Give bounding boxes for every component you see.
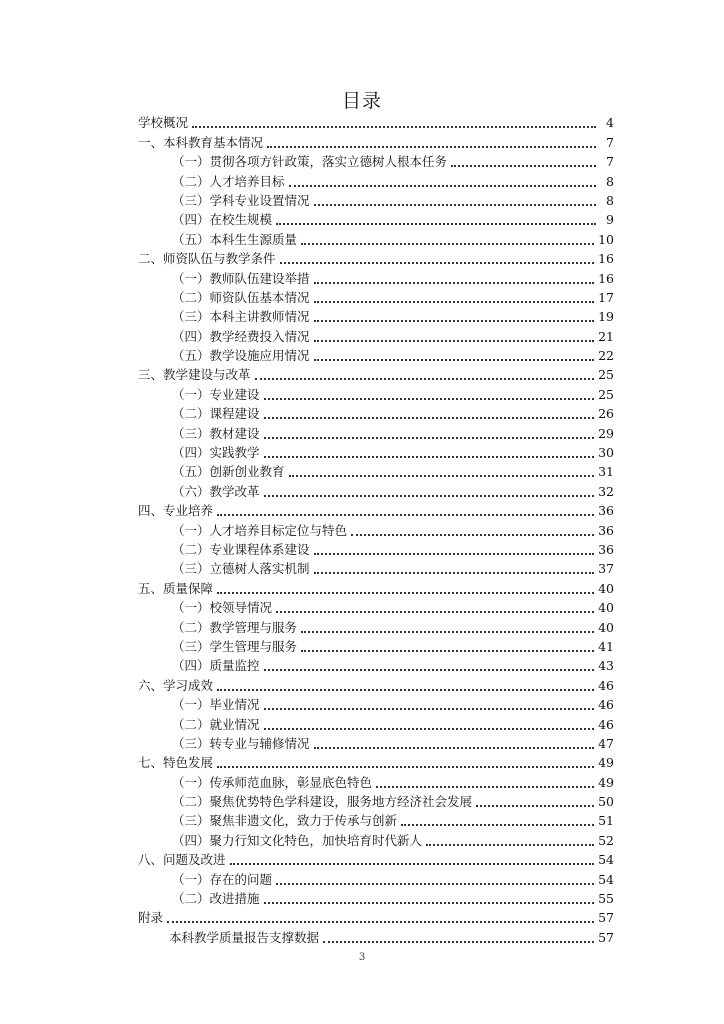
toc-entry-label: （四）教学经费投入情况 — [172, 328, 310, 344]
toc-entry-page-number: 57 — [598, 929, 614, 945]
toc-entry-label: （四）聚力行知文化特色，加快培育时代新人 — [172, 832, 423, 848]
toc-entry[interactable] — [138, 209, 614, 228]
dot-leader — [376, 776, 594, 788]
dot-leader — [167, 911, 594, 923]
toc-entry-page-number: 30 — [598, 445, 614, 461]
dot-leader — [192, 116, 596, 128]
toc-entry-label: （四）在校生规模 — [172, 212, 273, 228]
dot-leader — [280, 252, 595, 264]
toc-entry-page-number: 16 — [598, 270, 614, 286]
toc-entry-page-number: 10 — [598, 231, 614, 247]
toc-entry[interactable] — [138, 597, 614, 616]
toc-entry[interactable] — [138, 422, 614, 441]
toc-entry[interactable] — [138, 577, 614, 596]
dot-leader — [255, 368, 595, 380]
toc-entry[interactable] — [138, 442, 614, 461]
page-number: 3 — [358, 952, 366, 963]
toc-entry-label: （一）教师队伍建设举措 — [172, 270, 310, 286]
dot-leader — [426, 834, 594, 846]
toc-entry-page-number: 21 — [598, 328, 614, 344]
toc-entry-label: （四）质量监控 — [172, 658, 260, 674]
dot-leader — [314, 194, 596, 206]
toc-entry-label: （一）毕业情况 — [172, 697, 260, 713]
toc-entry-label: （五）教学设施应用情况 — [172, 348, 310, 364]
toc-entry-page-number: 49 — [598, 755, 614, 771]
dot-leader — [264, 446, 595, 458]
dot-leader — [276, 601, 594, 613]
toc-entry[interactable] — [138, 926, 614, 945]
dot-leader — [276, 873, 594, 885]
toc-entry[interactable] — [138, 733, 614, 752]
toc-entry[interactable] — [138, 810, 614, 829]
toc-entry-page-number: 32 — [598, 483, 614, 499]
toc-entry[interactable] — [138, 752, 614, 771]
toc-entry[interactable] — [138, 829, 614, 848]
toc-entry[interactable] — [138, 461, 614, 480]
dot-leader — [230, 853, 595, 865]
toc-entry[interactable] — [138, 345, 614, 364]
toc-entry-label: 八、问题及改进 — [138, 852, 226, 868]
toc-entry-label: （五）本科生生源质量 — [172, 231, 298, 247]
toc-entry-label: （一）校领导情况 — [172, 600, 273, 616]
toc-entry[interactable] — [138, 907, 614, 926]
toc-entry-page-number: 49 — [598, 774, 614, 790]
toc-entry-label: （二）人才培养目标 — [172, 173, 285, 189]
toc-entry-page-number: 51 — [598, 813, 614, 829]
dot-leader — [264, 718, 595, 730]
toc-entry[interactable] — [138, 480, 614, 499]
dot-leader — [314, 330, 595, 342]
toc-entry-label: （三）立德树人落实机制 — [172, 561, 310, 577]
dot-leader — [323, 931, 594, 943]
toc-entry-label: （三）学科专业设置情况 — [172, 192, 310, 208]
toc-entry[interactable] — [138, 151, 614, 170]
toc-entry[interactable] — [138, 888, 614, 907]
toc-entry-label: （二）师资队伍基本情况 — [172, 289, 310, 305]
dot-leader — [301, 640, 594, 652]
toc-entry-label: （三）本科主讲教师情况 — [172, 309, 310, 325]
toc-entry[interactable] — [138, 849, 614, 868]
toc-entry-page-number: 36 — [598, 503, 614, 519]
dot-leader — [264, 892, 595, 904]
toc-entry-page-number: 52 — [598, 832, 614, 848]
toc-entry[interactable] — [138, 267, 614, 286]
toc-entry-page-number: 47 — [598, 735, 614, 751]
toc-entry[interactable] — [138, 403, 614, 422]
dot-leader — [217, 679, 594, 691]
dot-leader — [351, 524, 594, 536]
dot-leader — [264, 698, 595, 710]
toc-entry-page-number: 46 — [598, 677, 614, 693]
toc-entry[interactable] — [138, 868, 614, 887]
toc-entry-label: （六）教学改革 — [172, 483, 260, 499]
toc-entry-label: 一、本科教育基本情况 — [138, 134, 264, 150]
toc-entry-label: 附录 — [138, 910, 164, 926]
toc-entry-label: （二）专业课程体系建设 — [172, 541, 310, 557]
toc-entry-label: （一）贯彻各项方针政策，落实立德树人根本任务 — [172, 154, 448, 170]
dot-leader — [301, 621, 594, 633]
dot-leader — [264, 485, 595, 497]
dot-leader — [314, 291, 595, 303]
dot-leader — [314, 737, 595, 749]
toc-entry-label: （一）传承师范血脉，彰显底色特色 — [172, 774, 373, 790]
toc-entry[interactable] — [138, 170, 614, 189]
toc-entry-page-number: 26 — [598, 406, 614, 422]
toc-entry[interactable] — [138, 228, 614, 247]
toc-entry[interactable] — [138, 325, 614, 344]
toc-entry-label: 三、教学建设与改革 — [138, 367, 251, 383]
toc-entry-page-number: 25 — [598, 367, 614, 383]
dot-leader — [217, 504, 594, 516]
toc-entry-label: 五、质量保障 — [138, 580, 214, 596]
toc-entry-page-number: 16 — [598, 251, 614, 267]
toc-entry-page-number: 36 — [598, 522, 614, 538]
toc-entry-label: 二、师资队伍与教学条件 — [138, 251, 276, 267]
toc-entry-page-number: 36 — [598, 541, 614, 557]
toc-entry-page-number: 22 — [598, 348, 614, 364]
toc-entry-page-number: 54 — [598, 871, 614, 887]
toc-entry-page-number: 46 — [598, 697, 614, 713]
toc-entry[interactable] — [138, 655, 614, 674]
dot-leader — [401, 814, 594, 826]
toc-entry-label: （二）就业情况 — [172, 716, 260, 732]
toc-entry[interactable] — [138, 713, 614, 732]
toc-entry-page-number: 25 — [598, 386, 614, 402]
toc-entry[interactable] — [138, 519, 614, 538]
page-title: 目录 — [341, 90, 382, 112]
dot-leader — [264, 427, 595, 439]
toc-entry-label: （二）改进措施 — [172, 891, 260, 907]
dot-leader — [314, 349, 595, 361]
toc-entry[interactable] — [138, 383, 614, 402]
toc-entry-page-number: 7 — [606, 154, 614, 170]
toc-entry-page-number: 8 — [606, 192, 614, 208]
toc-entry-label: （一）存在的问题 — [172, 871, 273, 887]
dot-leader — [289, 465, 595, 477]
toc-entry-label: （一）专业建设 — [172, 386, 260, 402]
toc-entry[interactable] — [138, 112, 614, 131]
dot-leader — [264, 407, 595, 419]
dot-leader — [267, 136, 596, 148]
dot-leader — [314, 543, 595, 555]
dot-leader — [314, 272, 595, 284]
toc-entry[interactable] — [138, 616, 614, 635]
toc-entry-page-number: 4 — [606, 115, 614, 131]
dot-leader — [314, 562, 595, 574]
toc-entry-label: （一）人才培养目标定位与特色 — [172, 522, 348, 538]
toc-entry[interactable] — [138, 539, 614, 558]
dot-leader — [217, 582, 594, 594]
toc-entry-page-number: 46 — [598, 716, 614, 732]
dot-leader — [264, 659, 595, 671]
toc-entry[interactable] — [138, 694, 614, 713]
toc-entry-label: 七、特色发展 — [138, 755, 214, 771]
toc-entry[interactable] — [138, 364, 614, 383]
toc-entry-page-number: 50 — [598, 794, 614, 810]
table-of-contents — [138, 112, 614, 946]
toc-entry-page-number: 29 — [598, 425, 614, 441]
toc-entry-label: （三）转专业与辅修情况 — [172, 735, 310, 751]
toc-entry-page-number: 43 — [598, 658, 614, 674]
toc-entry-page-number: 40 — [598, 600, 614, 616]
toc-entry-page-number: 8 — [606, 173, 614, 189]
dot-leader — [301, 233, 594, 245]
toc-entry[interactable] — [138, 248, 614, 267]
toc-entry-page-number: 31 — [598, 464, 614, 480]
toc-entry-page-number: 9 — [606, 212, 614, 228]
toc-entry-page-number: 41 — [598, 638, 614, 654]
toc-entry-label: （四）实践教学 — [172, 445, 260, 461]
toc-entry-page-number: 40 — [598, 580, 614, 596]
toc-entry-page-number: 19 — [598, 309, 614, 325]
toc-entry-label: （二）课程建设 — [172, 406, 260, 422]
toc-entry[interactable] — [138, 306, 614, 325]
toc-entry[interactable] — [138, 558, 614, 577]
toc-entry-label: （三）学生管理与服务 — [172, 638, 298, 654]
toc-entry-label: （二）教学管理与服务 — [172, 619, 298, 635]
dot-leader — [476, 795, 594, 807]
dot-leader — [276, 213, 596, 225]
toc-entry[interactable] — [138, 771, 614, 790]
toc-entry-page-number: 7 — [606, 134, 614, 150]
toc-entry[interactable] — [138, 287, 614, 306]
toc-entry-page-number: 17 — [598, 289, 614, 305]
dot-leader — [289, 175, 596, 187]
toc-entry-label: （三）教材建设 — [172, 425, 260, 441]
dot-leader — [451, 155, 596, 167]
toc-entry-label: 四、专业培养 — [138, 503, 214, 519]
toc-entry-page-number: 37 — [598, 561, 614, 577]
toc-entry[interactable] — [138, 190, 614, 209]
toc-entry-label: 学校概况 — [138, 115, 189, 131]
toc-entry[interactable] — [138, 636, 614, 655]
toc-entry-label: （二）聚焦优势特色学科建设，服务地方经济社会发展 — [172, 794, 473, 810]
toc-entry-page-number: 40 — [598, 619, 614, 635]
toc-entry[interactable] — [138, 674, 614, 693]
toc-entry-page-number: 55 — [598, 891, 614, 907]
toc-entry-label: 六、学习成效 — [138, 677, 214, 693]
toc-entry-label: （三）聚焦非遗文化，致力于传承与创新 — [172, 813, 398, 829]
toc-entry-page-number: 54 — [598, 852, 614, 868]
toc-entry[interactable] — [138, 791, 614, 810]
toc-entry-label: （五）创新创业教育 — [172, 464, 285, 480]
dot-leader — [314, 310, 595, 322]
dot-leader — [217, 756, 594, 768]
dot-leader — [264, 388, 595, 400]
toc-entry[interactable] — [138, 131, 614, 150]
toc-entry-label: 本科教学质量报告支撑数据 — [169, 929, 320, 945]
toc-entry-page-number: 57 — [598, 910, 614, 926]
toc-entry[interactable] — [138, 500, 614, 519]
